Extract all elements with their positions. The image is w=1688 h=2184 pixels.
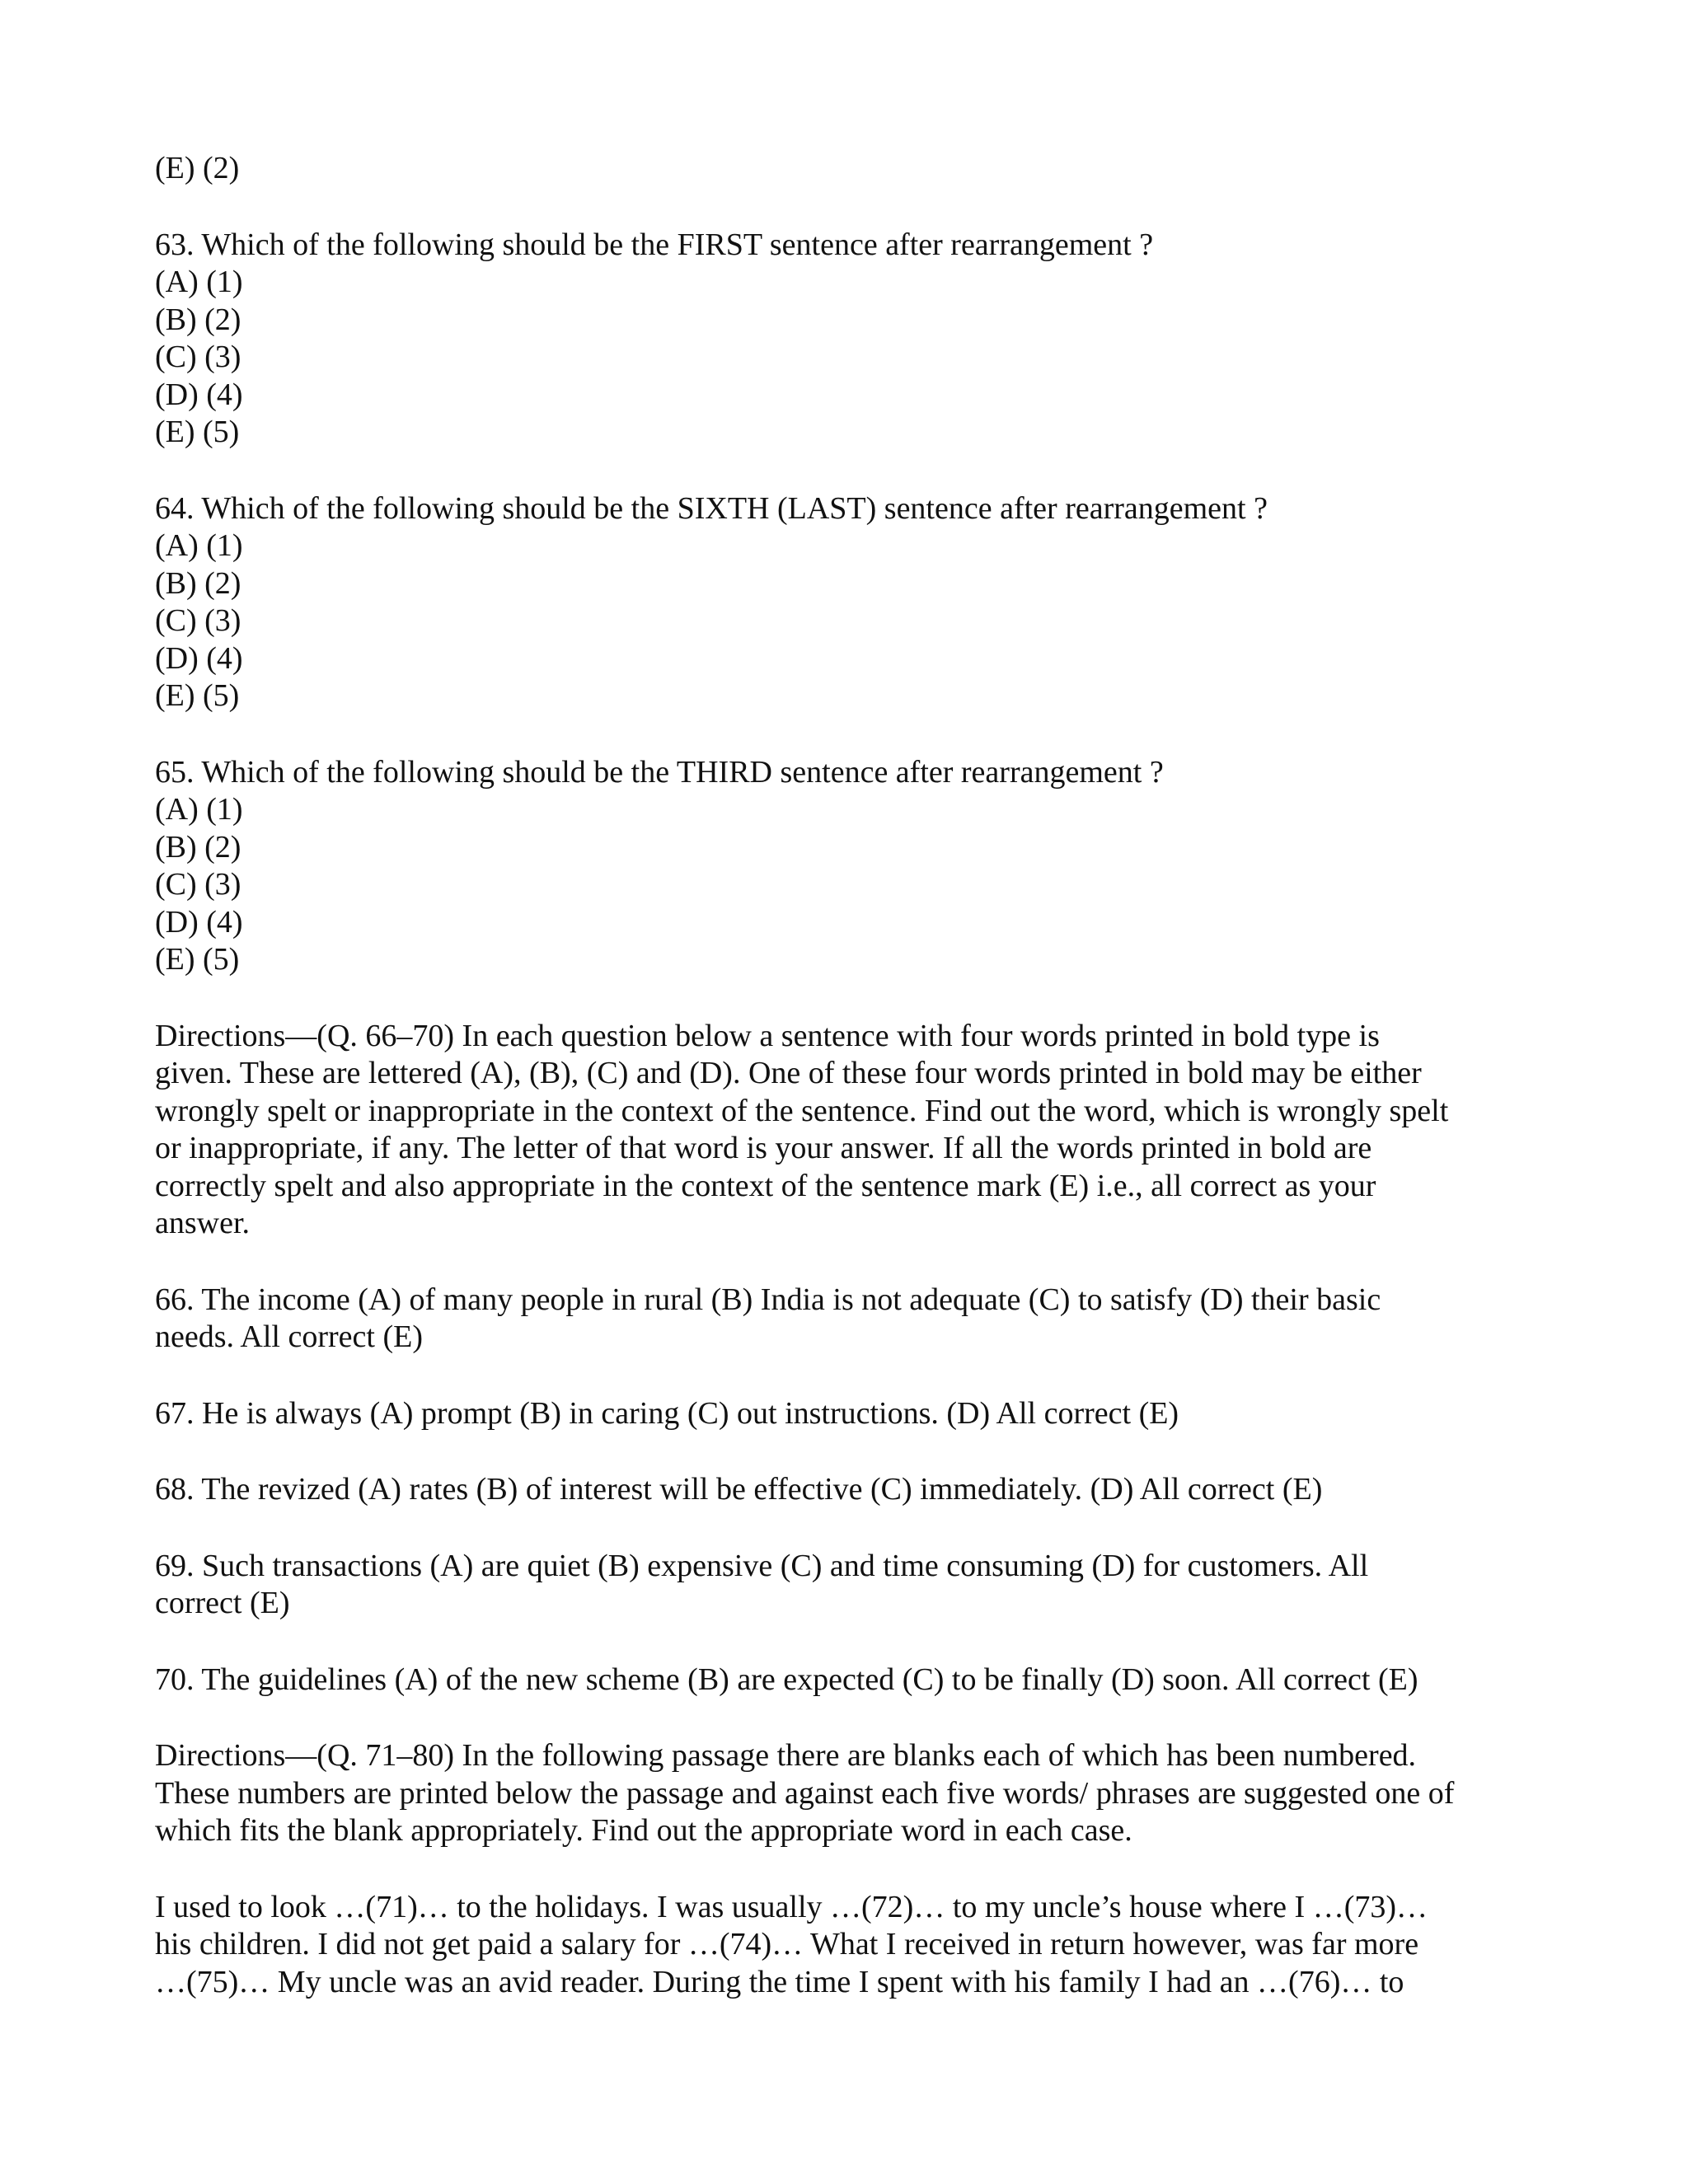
option-d: (D) (4) xyxy=(155,377,243,412)
previous-question-last-option: (E) (2) xyxy=(155,151,240,185)
question-68: 68. The revized (A) rates (B) of interest will be effective (C) immediately. (D) All correct (E) xyxy=(155,1472,1323,1507)
option-c: (C) (3) xyxy=(155,340,241,374)
question-text: 63. Which of the following should be the FIRST sentence after rearrangement ? xyxy=(155,227,1154,262)
directions-line: wrongly spelt or inappropriate in the context of the sentence. Find out the word, which is wrongly spelt xyxy=(155,1093,1449,1128)
document-page xyxy=(155,150,1556,2001)
option-a: (A) (1) xyxy=(155,265,243,299)
question-line: 66. The income (A) of many people in rural (B) India is not adequate (C) to satisfy (D) their basic xyxy=(155,1282,1381,1317)
passage-line: I used to look …(71)… to the holidays. I was usually …(72)… to my uncle’s house where I …(73)… xyxy=(155,1889,1428,1924)
option-a: (A) (1) xyxy=(155,792,243,827)
question-70: 70. The guidelines (A) of the new scheme (B) are expected (C) to be finally (D) soon. All correct (E) xyxy=(155,1661,1418,1697)
directions-66-70 xyxy=(155,1018,1556,1243)
option-b: (B) (2) xyxy=(155,302,241,337)
option-e: (E) (5) xyxy=(155,942,240,977)
question-line: correct (E) xyxy=(155,1586,290,1620)
directions-line: answer. xyxy=(155,1206,251,1240)
directions-line: which fits the blank appropriately. Find out the appropriate word in each case. xyxy=(155,1813,1132,1848)
question-66 xyxy=(155,1282,1556,1357)
option-b: (B) (2) xyxy=(155,829,241,865)
question-63 xyxy=(155,227,1556,452)
option-d: (D) (4) xyxy=(155,640,243,676)
question-line: needs. All correct (E) xyxy=(155,1319,423,1354)
option-c: (C) (3) xyxy=(155,603,241,638)
passage-line: …(75)… My uncle was an avid reader. During the time I spent with his family I had an …(76)… to xyxy=(155,1964,1404,1999)
option-e: (E) (5) xyxy=(155,678,240,713)
question-text: 65. Which of the following should be the THIRD sentence after rearrangement ? xyxy=(155,754,1164,790)
question-65 xyxy=(155,754,1556,979)
option-b: (B) (2) xyxy=(155,565,241,601)
question-text: 64. Which of the following should be the SIXTH (LAST) sentence after rearrangement ? xyxy=(155,490,1268,526)
question-69 xyxy=(155,1548,1556,1623)
option-e: (E) (5) xyxy=(155,415,240,449)
option-c: (C) (3) xyxy=(155,867,241,902)
directions-line: These numbers are printed below the passage and against each five words/ phrases are suggested one of xyxy=(155,1775,1455,1811)
option-a: (A) (1) xyxy=(155,528,243,563)
directions-line: correctly spelt and also appropriate in the context of the sentence mark (E) i.e., all correct as your xyxy=(155,1168,1376,1203)
question-67: 67. He is always (A) prompt (B) in caring (C) out instructions. (D) All correct (E) xyxy=(155,1395,1179,1431)
directions-71-80 xyxy=(155,1737,1556,1850)
cloze-passage xyxy=(155,1889,1556,2002)
directions-line: or inappropriate, if any. The letter of that word is your answer. If all the words printed in bold are xyxy=(155,1131,1372,1165)
question-line: 69. Such transactions (A) are quiet (B) expensive (C) and time consuming (D) for customers. All xyxy=(155,1548,1369,1583)
option-d: (D) (4) xyxy=(155,904,243,940)
directions-line: given. These are lettered (A), (B), (C) and (D). One of these four words printed in bold may be either xyxy=(155,1056,1422,1090)
passage-line: his children. I did not get paid a salary for …(74)… What I received in return however, was far more xyxy=(155,1927,1419,1961)
question-64 xyxy=(155,490,1556,715)
directions-line: Directions—(Q. 71–80) In the following passage there are blanks each of which has been numbered. xyxy=(155,1738,1417,1773)
directions-line: Directions—(Q. 66–70) In each question below a sentence with four words printed in bold type is xyxy=(155,1018,1380,1053)
